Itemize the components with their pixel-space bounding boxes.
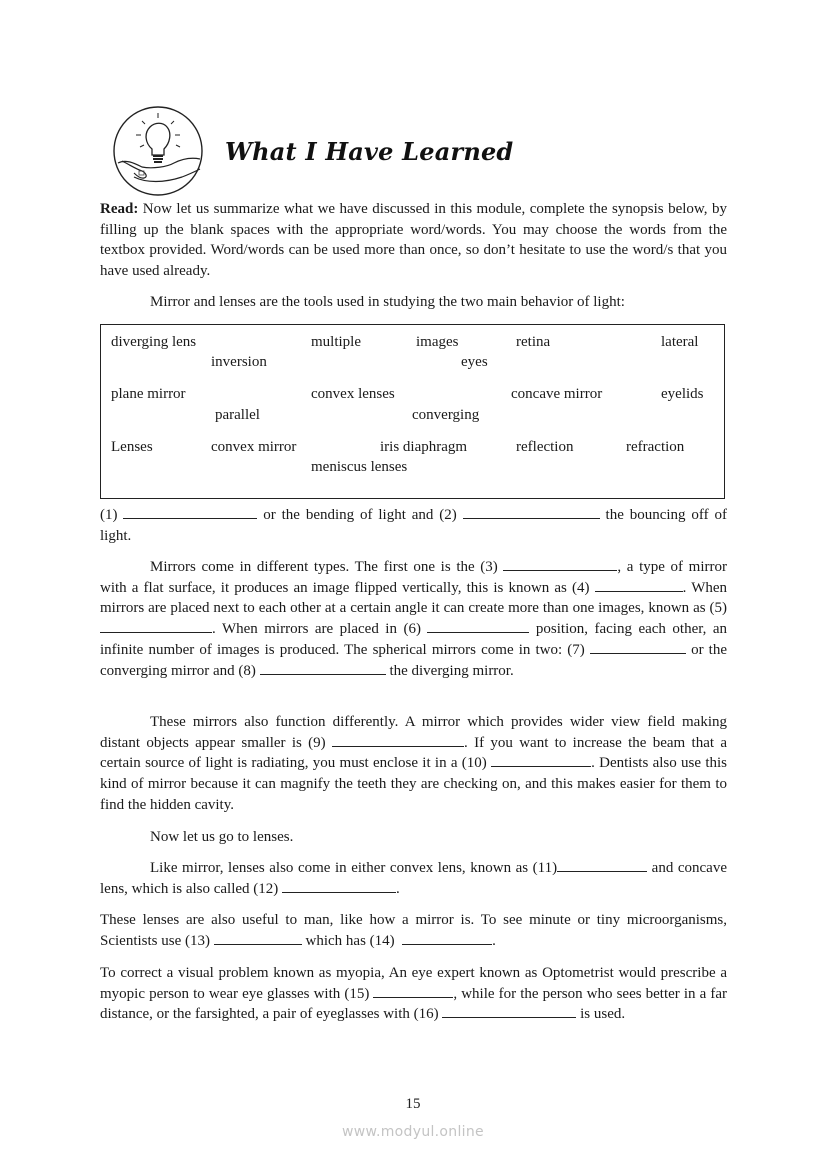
section-header	[112, 105, 532, 195]
word-bank-box	[100, 324, 725, 499]
word-bank-item: convex mirror	[211, 439, 297, 455]
paragraph-text: or the bending of light and (2)	[263, 507, 457, 523]
paragraph-text: is used.	[580, 1006, 626, 1023]
answer-blank-2[interactable]	[463, 505, 600, 519]
read-label: Read:	[100, 201, 139, 217]
instructions-paragraph	[100, 199, 727, 282]
paragraph-lens-uses	[100, 910, 727, 951]
paragraph-text: Like mirror, lenses also come in either convex lens, known as (11)	[150, 860, 558, 876]
paragraph-text: and concave lens, which is also called (12)	[100, 860, 727, 897]
answer-blank-6[interactable]	[427, 619, 529, 633]
paragraph-text: or the converging mirror and (8)	[100, 641, 728, 679]
word-bank-item: lateral	[661, 334, 699, 350]
lightbulb-in-hand-icon	[112, 105, 204, 197]
intro-paragraph	[100, 292, 727, 313]
word-bank-item: refraction	[626, 439, 685, 455]
word-bank-item: iris diaphragm	[380, 439, 468, 455]
answer-blank-11[interactable]	[557, 858, 647, 872]
paragraph-text: Mirrors come in different types. The first one is the (3)	[150, 559, 498, 575]
word-bank-item: diverging lens	[111, 334, 197, 350]
answer-blank-3[interactable]	[503, 557, 617, 571]
answer-blank-13[interactable]	[214, 931, 302, 945]
paragraph-text: .	[396, 880, 400, 897]
word-bank-item: eyes	[461, 354, 488, 370]
paragraph-text: . When mirrors are placed next to each other at a certain angle it can create more than one images, known as (5)	[100, 579, 728, 617]
answer-blank-14[interactable]	[402, 931, 492, 945]
section-title: What I Have Learned	[225, 137, 514, 166]
word-bank-item: images	[416, 334, 459, 350]
paragraph-light-behaviors	[100, 505, 727, 546]
paragraph-text: . If you want to increase the beam that a certain source of light is radiating, you must enclose it in a (10)	[100, 734, 728, 772]
answer-blank-15[interactable]	[373, 984, 453, 998]
paragraph-mirror-types	[100, 557, 727, 681]
word-bank-item: retina	[516, 334, 551, 350]
paragraph-text: . When mirrors are placed in (6)	[212, 621, 421, 638]
paragraph-text: .	[492, 932, 496, 949]
word-bank-item: multiple	[311, 334, 361, 350]
answer-blank-7[interactable]	[590, 640, 686, 654]
page-number: 15	[405, 1096, 421, 1112]
word-bank-item: reflection	[516, 439, 574, 455]
intro-text: Mirror and lenses are the tools used in studying the two main behavior of light:	[150, 294, 625, 310]
word-bank-item: concave mirror	[511, 386, 603, 402]
paragraph-text: These mirrors also function differently. A mirror which provides wider view field making distant objects appear smaller is (9)	[100, 714, 727, 751]
paragraph-text: To correct a visual problem known as myopia, An eye expert known as Optometrist would prescribe a myopic person to wear eye glasses with (15)	[100, 965, 727, 1002]
paragraph-text: . Dentists also use this kind of mirror because it can magnify the teeth they are checking on, and this makes easier for them to find the hidden cavity.	[100, 755, 727, 813]
word-bank-item: parallel	[215, 407, 260, 423]
blank-number: (1)	[100, 507, 118, 523]
word-bank-item: convex lenses	[311, 386, 395, 402]
answer-blank-4[interactable]	[595, 578, 683, 592]
answer-blank-12[interactable]	[282, 879, 396, 893]
paragraph-vision-correction	[100, 963, 727, 1025]
answer-blank-16[interactable]	[442, 1004, 576, 1018]
word-bank-item: converging	[412, 407, 480, 423]
answer-blank-1[interactable]	[123, 505, 257, 519]
paragraph-text: Now let us go to lenses.	[150, 829, 294, 845]
watermark: www.modyul.online	[342, 1124, 484, 1140]
paragraph-text: the diverging mirror.	[389, 662, 514, 679]
instructions-text: Now let us summarize what we have discussed in this module, complete the synopsis below, by filling up the blank spaces with the appropriate word/words. You may choose the words from the textbox provided. Word/words can be used more than once, so don’t hesitate to use the word/s that you have used already.	[100, 201, 727, 280]
paragraph-text: which has (14)	[305, 932, 395, 949]
answer-blank-9[interactable]	[332, 733, 464, 747]
paragraph-mirror-functions	[100, 712, 727, 816]
paragraph-text: These lenses are also useful to man, like how a mirror is. To see minute or tiny microorganisms, Scientists use (13)	[100, 912, 727, 949]
word-bank-item: plane mirror	[111, 386, 186, 402]
word-bank-item: Lenses	[111, 439, 153, 455]
paragraph-text: the bouncing off of light.	[100, 507, 728, 544]
paragraph-lenses-intro	[100, 827, 727, 848]
paragraph-text: , a type of mirror with a flat surface, it produces an image flipped vertically, this is known as (4)	[100, 559, 727, 596]
word-bank-item: eyelids	[661, 386, 704, 402]
word-bank-item: meniscus lenses	[311, 459, 408, 475]
paragraph-text: , while for the person who sees better in a far distance, or the farsighted, a pair of eyeglasses with (16)	[100, 985, 727, 1023]
answer-blank-5[interactable]	[100, 619, 212, 633]
answer-blank-10[interactable]	[491, 753, 591, 767]
word-bank-item: inversion	[211, 354, 267, 370]
answer-blank-8[interactable]	[260, 661, 386, 675]
paragraph-lens-types	[100, 858, 727, 899]
paragraph-text: position, facing each other, an infinite number of images is produced. The spherical mirrors come in two: (7)	[100, 621, 728, 658]
